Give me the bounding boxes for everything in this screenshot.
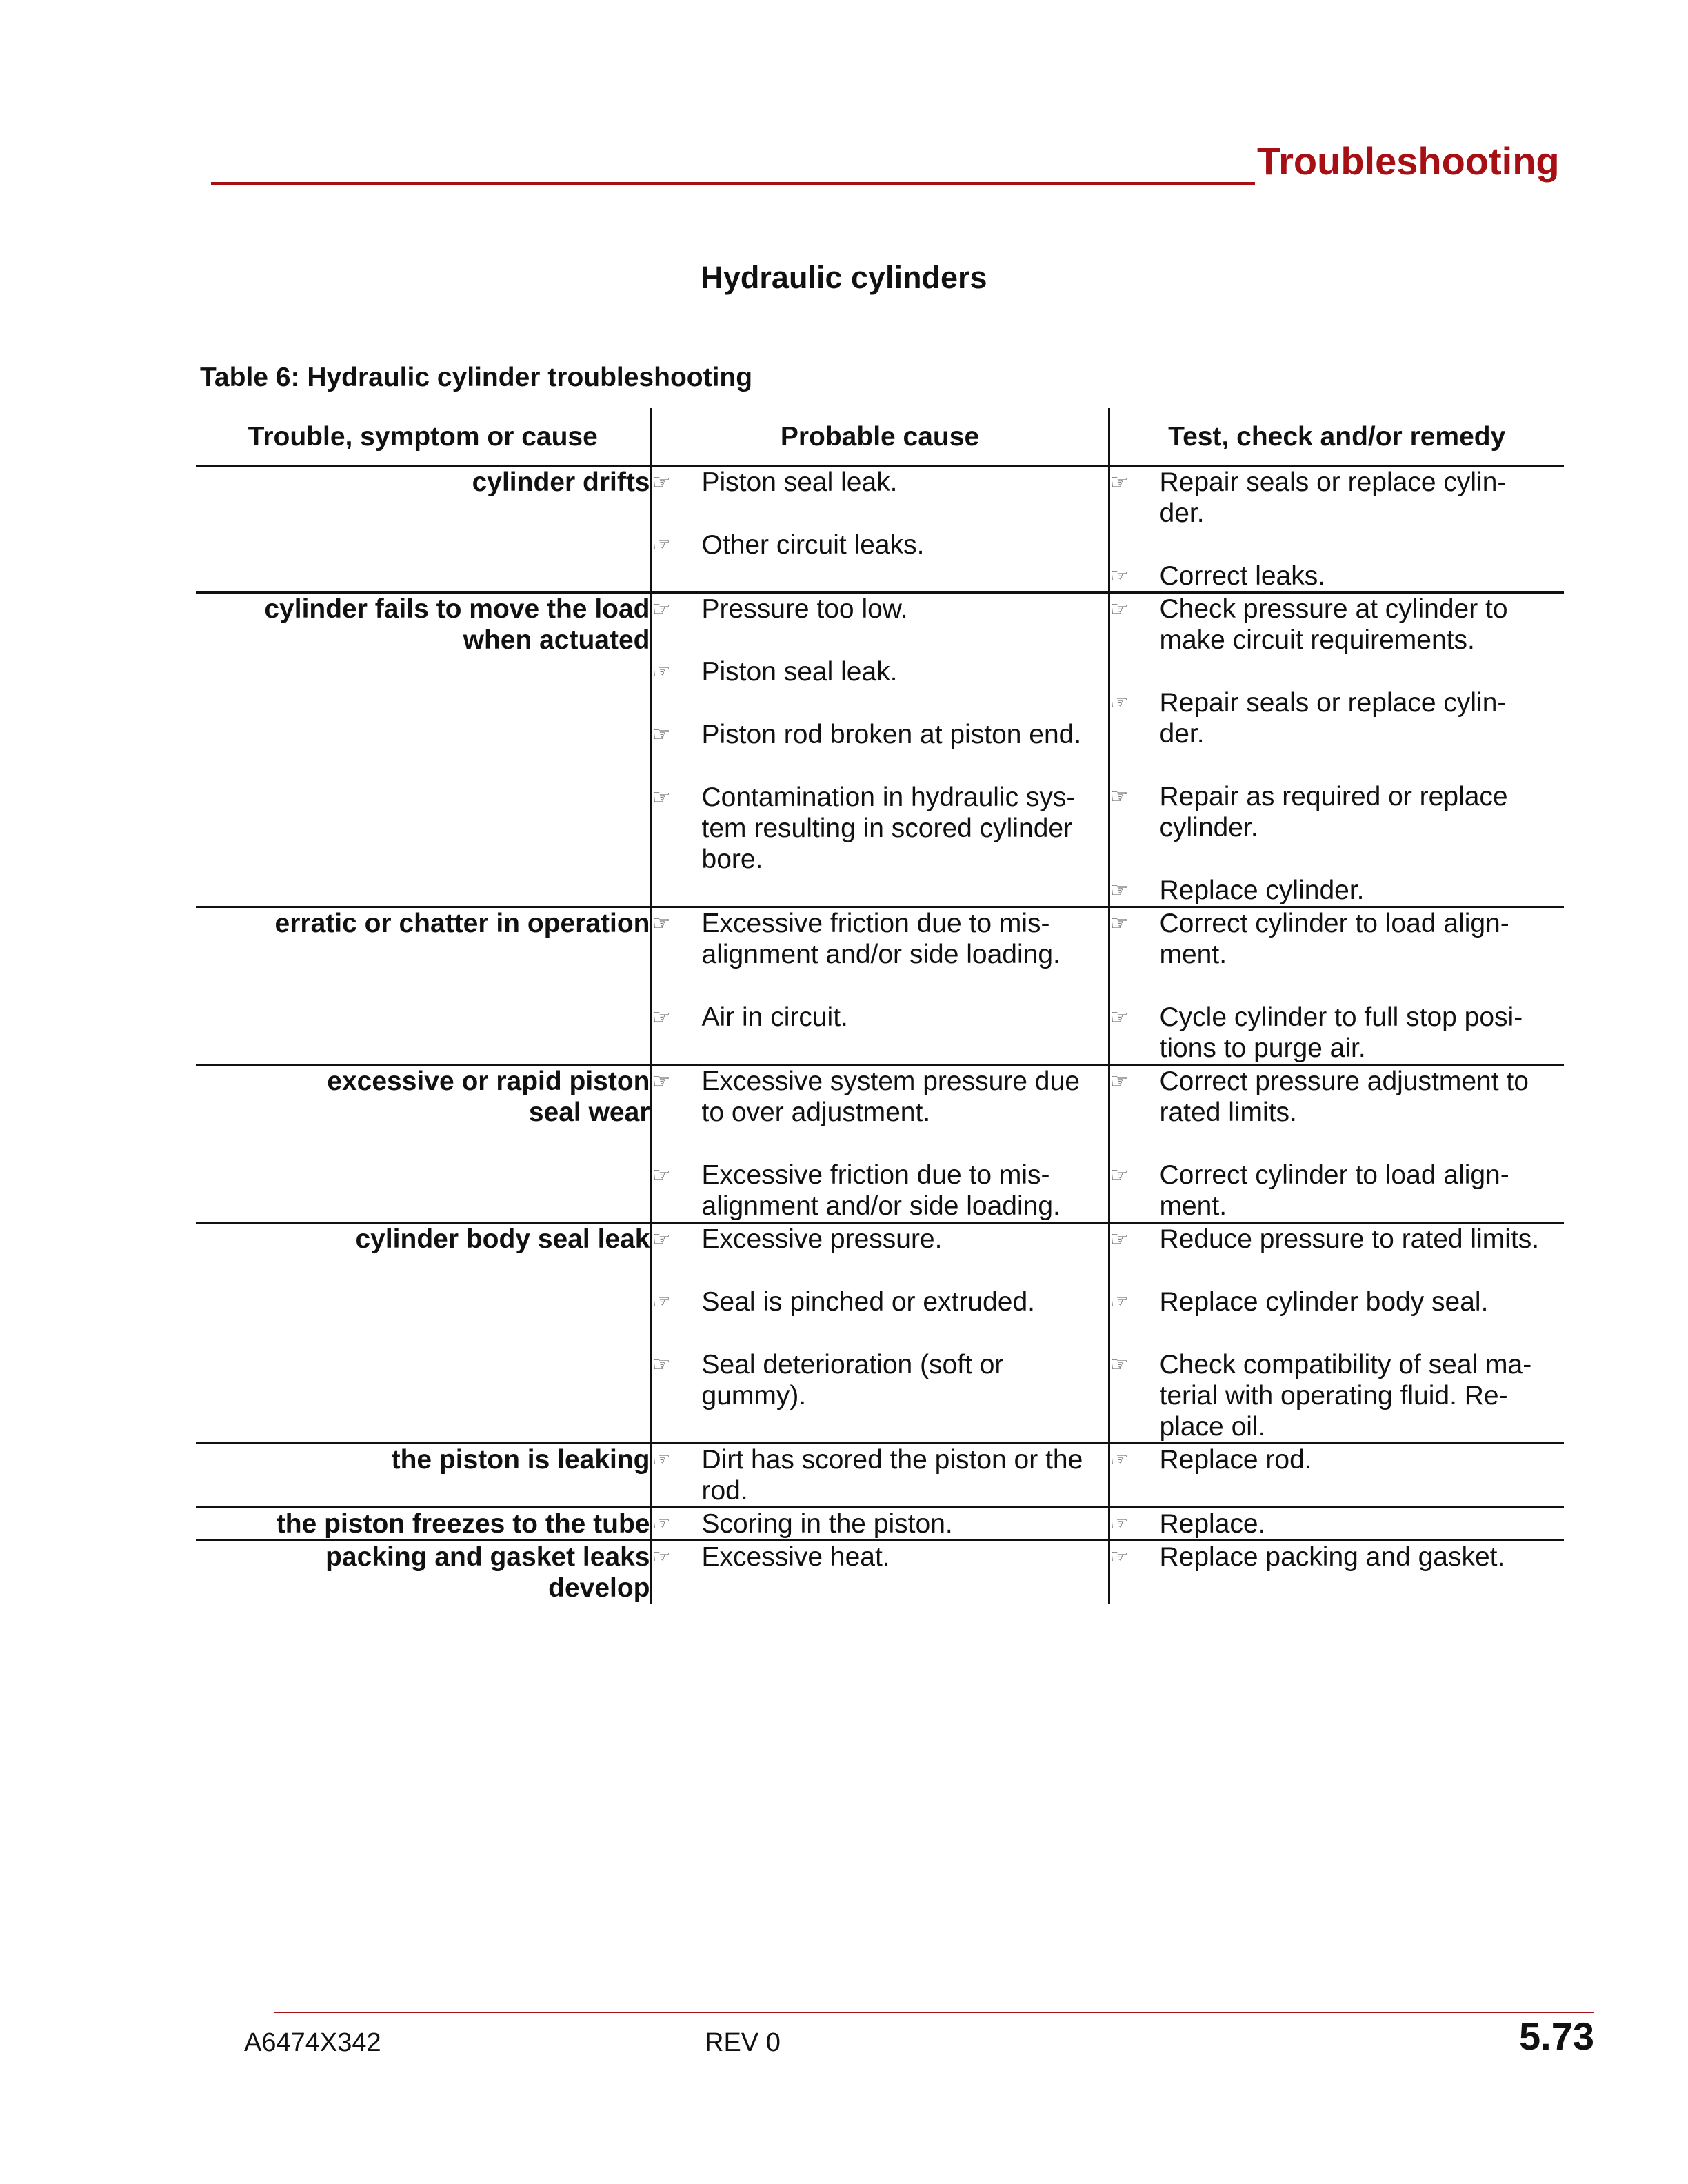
remedy-text: Replace packing and gasket. [1159,1542,1505,1572]
remedy-text: Cycle cylinder to full stop posi- tions to purge air. [1159,1002,1523,1063]
remedy-text: Replace cylinder. [1159,876,1365,905]
pointing-hand-icon: ☞ [1109,691,1129,714]
column-header-trouble: Trouble, symptom or cause [196,408,651,466]
table-row [196,1444,1564,1508]
trouble-label: cylinder drifts [472,467,650,497]
remedy-cell [1109,466,1564,593]
table-row [196,593,1564,907]
remedy-text: Check compatibility of seal ma- terial with operating fluid. Re- place oil. [1159,1350,1532,1442]
pointing-hand-icon: ☞ [652,723,671,746]
table-row [196,1541,1564,1604]
probable-cause-item [652,1541,1108,1573]
probable-cause-cell [651,1508,1109,1541]
trouble-label: when actuated [463,625,650,655]
probable-cause-cell [651,593,1109,907]
probable-cause-text: Excessive pressure. [701,1224,943,1254]
remedy-item [1110,781,1565,843]
probable-cause-item [652,719,1108,750]
probable-cause-cell [651,466,1109,593]
trouble-label: packing and gasket leaks [325,1542,650,1572]
column-header-probable-cause: Probable cause [651,408,1109,466]
probable-cause-item [652,1444,1108,1506]
probable-cause-item [652,1066,1108,1128]
probable-cause-item [652,1286,1108,1317]
table-caption: Table 6: Hydraulic cylinder troubleshooting [200,363,753,392]
probable-cause-item [652,467,1108,498]
header-rule [211,182,1255,185]
trouble-cell [196,466,651,593]
probable-cause-text: Other circuit leaks. [701,530,925,560]
pointing-hand-icon: ☞ [1109,471,1129,494]
probable-cause-text: Piston seal leak. [701,467,898,497]
trouble-cell [196,1508,651,1541]
remedy-text: Correct cylinder to load align- ment. [1159,909,1509,969]
probable-cause-text: Excessive system pressure due to over adjustment. [701,1066,1080,1127]
pointing-hand-icon: ☞ [1109,1353,1129,1376]
remedy-item [1110,1002,1565,1064]
remedy-cell [1109,1508,1564,1541]
probable-cause-item [652,1508,1108,1539]
remedy-cell [1109,1065,1564,1223]
trouble-label: excessive or rapid piston [327,1066,650,1096]
remedy-cell [1109,1444,1564,1508]
pointing-hand-icon: ☞ [652,1164,671,1186]
remedy-text: Check pressure at cylinder to make circuit requirements. [1159,594,1508,655]
probable-cause-text: Seal is pinched or extruded. [701,1287,1035,1317]
table-row [196,1223,1564,1444]
trouble-cell [196,1541,651,1604]
table-row [196,466,1564,593]
probable-cause-cell [651,1444,1109,1508]
remedy-text: Replace. [1159,1509,1266,1539]
pointing-hand-icon: ☞ [1109,1291,1129,1313]
remedy-text: Repair seals or replace cylin- der. [1159,688,1507,749]
probable-cause-cell [651,1223,1109,1444]
pointing-hand-icon: ☞ [652,1513,671,1535]
remedy-text: Correct leaks. [1159,561,1326,591]
probable-cause-text: Dirt has scored the piston or the rod. [701,1445,1083,1506]
pointing-hand-icon: ☞ [652,660,671,683]
header-title: Troubleshooting [1257,139,1560,183]
remedy-text: Repair as required or replace cylinder. [1159,782,1508,842]
pointing-hand-icon: ☞ [652,598,671,620]
probable-cause-text: Seal deterioration (soft or gummy). [701,1350,1004,1410]
table-row [196,907,1564,1065]
table-row [196,1508,1564,1541]
pointing-hand-icon: ☞ [652,534,671,556]
probable-cause-text: Excessive friction due to mis- alignment and/or side loading. [701,1160,1061,1221]
remedy-item [1110,467,1565,529]
trouble-label: cylinder fails to move the load [264,594,650,624]
table-header-row [196,408,1564,466]
pointing-hand-icon: ☞ [652,1448,671,1471]
remedy-item [1110,1224,1565,1255]
probable-cause-text: Contamination in hydraulic sys- tem resulting in scored cylinder bore. [701,782,1076,874]
pointing-hand-icon: ☞ [1109,1164,1129,1186]
trouble-label: seal wear [528,1098,650,1127]
trouble-label: develop [548,1573,650,1603]
probable-cause-cell [651,1065,1109,1223]
remedy-text: Replace rod. [1159,1445,1312,1475]
probable-cause-cell [651,1541,1109,1604]
remedy-cell [1109,907,1564,1065]
probable-cause-item [652,1002,1108,1033]
column-header-remedy: Test, check and/or remedy [1109,408,1564,466]
remedy-cell [1109,1223,1564,1444]
table-row [196,1065,1564,1223]
probable-cause-text: Piston rod broken at piston end. [701,720,1082,749]
trouble-cell [196,1223,651,1444]
probable-cause-text: Piston seal leak. [701,657,898,687]
remedy-item [1110,687,1565,749]
troubleshooting-table [196,408,1564,1604]
pointing-hand-icon: ☞ [1109,565,1129,587]
remedy-item [1110,908,1565,970]
pointing-hand-icon: ☞ [1109,1546,1129,1568]
remedy-item [1110,560,1565,592]
remedy-item [1110,1349,1565,1442]
probable-cause-item [652,1349,1108,1411]
remedy-cell [1109,1541,1564,1604]
pointing-hand-icon: ☞ [1109,1228,1129,1251]
probable-cause-item [652,1224,1108,1255]
remedy-cell [1109,593,1564,907]
trouble-cell [196,593,651,907]
pointing-hand-icon: ☞ [1109,879,1129,902]
probable-cause-item [652,782,1108,875]
probable-cause-cell [651,907,1109,1065]
pointing-hand-icon: ☞ [1109,785,1129,808]
probable-cause-item [652,656,1108,687]
pointing-hand-icon: ☞ [1109,1513,1129,1535]
remedy-item [1110,1066,1565,1128]
probable-cause-item [652,594,1108,625]
probable-cause-item [652,908,1108,970]
remedy-item [1110,1286,1565,1317]
table-body [196,466,1564,1604]
remedy-text: Replace cylinder body seal. [1159,1287,1489,1317]
probable-cause-text: Excessive friction due to mis- alignment and/or side loading. [701,909,1061,969]
remedy-item [1110,594,1565,656]
probable-cause-item [652,529,1108,560]
remedy-text: Repair seals or replace cylin- der. [1159,467,1507,528]
remedy-text: Correct pressure adjustment to rated limits. [1159,1066,1529,1127]
footer-rule [274,2012,1594,2013]
pointing-hand-icon: ☞ [652,786,671,809]
remedy-item [1110,875,1565,906]
remedy-text: Reduce pressure to rated limits. [1159,1224,1540,1254]
probable-cause-item [652,1160,1108,1222]
trouble-cell [196,1444,651,1508]
trouble-label: cylinder body seal leak [355,1224,650,1254]
probable-cause-text: Pressure too low. [701,594,908,624]
pointing-hand-icon: ☞ [652,1546,671,1568]
pointing-hand-icon: ☞ [652,1070,671,1093]
section-title: Hydraulic cylinders [701,260,987,295]
pointing-hand-icon: ☞ [1109,912,1129,935]
revision: REV 0 [705,2028,781,2057]
remedy-item [1110,1508,1565,1539]
pointing-hand-icon: ☞ [652,1353,671,1376]
remedy-item [1110,1160,1565,1222]
pointing-hand-icon: ☞ [1109,1448,1129,1471]
doc-number: A6474X342 [244,2028,381,2057]
pointing-hand-icon: ☞ [1109,1006,1129,1029]
pointing-hand-icon: ☞ [1109,1070,1129,1093]
remedy-item [1110,1541,1565,1573]
pointing-hand-icon: ☞ [652,471,671,494]
pointing-hand-icon: ☞ [652,912,671,935]
probable-cause-text: Air in circuit. [701,1002,848,1032]
trouble-cell [196,907,651,1065]
remedy-item [1110,1444,1565,1475]
pointing-hand-icon: ☞ [652,1228,671,1251]
probable-cause-text: Excessive heat. [701,1542,890,1572]
pointing-hand-icon: ☞ [652,1291,671,1313]
pointing-hand-icon: ☞ [1109,598,1129,620]
probable-cause-text: Scoring in the piston. [701,1509,953,1539]
remedy-text: Correct cylinder to load align- ment. [1159,1160,1509,1221]
trouble-label: the piston freezes to the tube [276,1509,650,1539]
pointing-hand-icon: ☞ [652,1006,671,1029]
trouble-cell [196,1065,651,1223]
trouble-label: erratic or chatter in operation [274,909,650,938]
trouble-label: the piston is leaking [391,1445,650,1475]
page-number: 5.73 [1519,2014,1594,2058]
